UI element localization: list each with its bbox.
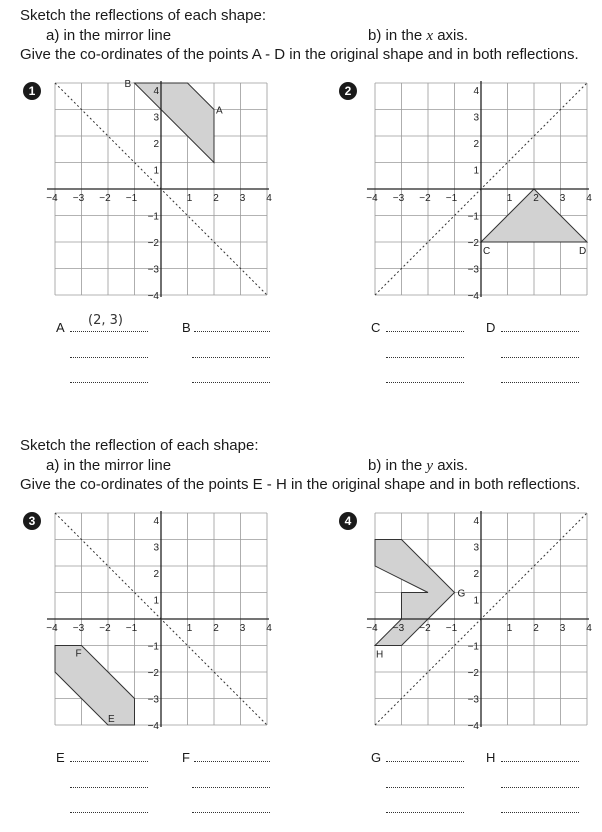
y-tick-label: −4 (147, 291, 159, 302)
y-tick-label: 3 (473, 542, 479, 554)
x-tick-label: −3 (72, 193, 85, 204)
point-label-c: C (483, 246, 491, 257)
point-label-f: F (75, 648, 82, 660)
y-tick-label: −3 (147, 694, 159, 706)
y-tick-label: 1 (153, 165, 159, 177)
x-tick-label: 4 (266, 193, 272, 204)
x-tick-label: −1 (445, 623, 458, 634)
point-label-b: B (124, 79, 132, 90)
x-tick-label: 1 (186, 193, 193, 204)
problem-badge-1: 1 (23, 82, 41, 100)
x-tick-label: −3 (392, 623, 405, 634)
y-tick-label: −3 (467, 264, 479, 276)
x-tick-label: 2 (533, 193, 539, 204)
part-b-prefix: b) in the (368, 27, 427, 44)
point-label-g: G (457, 588, 466, 600)
answer-line-f[interactable] (194, 761, 270, 762)
y-tick-label: 4 (153, 516, 159, 527)
answer-label-e: E (56, 750, 65, 765)
x-tick-label: 1 (506, 623, 513, 634)
coordinate-grid-1 (46, 79, 272, 302)
answer-label-h: H (486, 750, 496, 765)
answer-label-f: F (182, 750, 190, 765)
coordinate-grid-2 (366, 84, 592, 302)
answer-line-c3[interactable] (386, 382, 464, 383)
part-b-prefix: b) in the (368, 457, 427, 474)
x-tick-label: −4 (46, 193, 58, 204)
part-b-suffix: axis. (433, 27, 469, 44)
answer-line-b2[interactable] (192, 357, 270, 358)
y-tick-label: −1 (147, 211, 159, 223)
y-tick-label: −4 (467, 721, 479, 732)
x-tick-label: 2 (213, 623, 219, 634)
y-tick-label: 3 (473, 112, 479, 124)
x-tick-label: −4 (366, 193, 378, 204)
y-tick-label: 1 (473, 595, 479, 607)
shape-polygon (55, 646, 135, 726)
x-tick-label: −2 (99, 193, 111, 204)
answer-line-f3[interactable] (192, 812, 270, 813)
section2-title: Sketch the reflection of each shape: (20, 437, 259, 454)
y-tick-label: −1 (147, 641, 159, 653)
shape-polygon (135, 83, 215, 163)
answer-line-h3[interactable] (501, 812, 579, 813)
x-tick-label: 3 (239, 623, 246, 634)
y-tick-label: 4 (473, 86, 479, 97)
y-tick-label: −2 (467, 668, 479, 679)
answer-line-b[interactable] (194, 331, 270, 332)
x-tick-label: −3 (392, 193, 405, 204)
answer-line-d[interactable] (501, 331, 579, 332)
x-tick-label: −2 (99, 623, 111, 634)
coordinate-grid-3 (46, 514, 272, 732)
answer-line-g[interactable] (386, 761, 464, 762)
x-tick-label: 4 (586, 193, 592, 204)
answer-label-b: B (182, 320, 191, 335)
point-label-d: D (579, 246, 587, 257)
answer-line-e2[interactable] (70, 787, 148, 788)
y-tick-label: 4 (153, 86, 159, 97)
y-tick-label: 2 (473, 139, 479, 150)
answer-label-c: C (371, 320, 381, 335)
answer-line-g2[interactable] (386, 787, 464, 788)
y-tick-label: −2 (147, 668, 159, 679)
x-tick-label: −1 (445, 193, 458, 204)
x-tick-label: 4 (266, 623, 272, 634)
answer-line-c[interactable] (386, 331, 464, 332)
x-tick-label: 3 (239, 193, 246, 204)
x-tick-label: −4 (366, 623, 378, 634)
answer-label-g: G (371, 750, 382, 765)
section1-title: Sketch the reflections of each shape: (20, 7, 266, 24)
x-tick-label: −1 (125, 623, 138, 634)
answer-line-a[interactable] (70, 331, 148, 332)
y-tick-label: −1 (467, 641, 479, 653)
x-tick-label: −3 (72, 623, 85, 634)
y-tick-label: 1 (473, 165, 479, 177)
section1-part-a: a) in the mirror line (46, 27, 172, 44)
x-tick-label: −2 (419, 623, 431, 634)
problem-badge-4: 4 (339, 512, 357, 530)
answer-line-e3[interactable] (70, 812, 148, 813)
answer-line-a3[interactable] (70, 382, 148, 383)
y-tick-label: −4 (467, 291, 479, 302)
y-tick-label: −2 (147, 238, 159, 249)
answer-line-e[interactable] (70, 761, 148, 762)
answer-line-d2[interactable] (501, 357, 579, 358)
answer-value-a: (2, 3) (88, 313, 123, 328)
y-tick-label: −3 (467, 694, 479, 706)
section2-part-a: a) in the mirror line (46, 457, 172, 474)
section1-part-b (368, 27, 468, 45)
axis-variable: x (426, 28, 434, 44)
coordinate-grid-4 (366, 514, 592, 732)
y-tick-label: 2 (153, 139, 159, 150)
point-label-e: E (108, 714, 115, 725)
x-tick-label: 2 (213, 193, 219, 204)
y-tick-label: −3 (147, 264, 159, 276)
answer-line-c2[interactable] (386, 357, 464, 358)
y-tick-label: 3 (153, 542, 159, 554)
section2-part-b (368, 457, 468, 475)
answer-line-g3[interactable] (386, 812, 464, 813)
y-tick-label: 1 (153, 595, 159, 607)
answer-label-a: A (56, 320, 65, 335)
answer-line-h[interactable] (501, 761, 579, 762)
x-tick-label: −2 (419, 193, 431, 204)
part-b-suffix: axis. (433, 457, 469, 474)
answer-line-a2[interactable] (70, 357, 148, 358)
answer-line-d3[interactable] (501, 382, 579, 383)
x-tick-label: 4 (586, 623, 592, 634)
axis-variable: y (426, 458, 434, 474)
x-tick-label: 1 (506, 193, 513, 204)
y-tick-label: 2 (473, 569, 479, 580)
y-tick-label: 4 (473, 516, 479, 527)
answer-label-d: D (486, 320, 496, 335)
x-tick-label: 3 (559, 623, 566, 634)
y-tick-label: 2 (153, 569, 159, 580)
y-tick-label: −1 (467, 211, 479, 223)
problem-badge-2: 2 (339, 82, 357, 100)
y-tick-label: −4 (147, 721, 159, 732)
x-tick-label: 1 (186, 623, 193, 634)
x-tick-label: −4 (46, 623, 58, 634)
x-tick-label: −1 (125, 193, 138, 204)
x-tick-label: 2 (533, 623, 539, 634)
problem-badge-3: 3 (23, 512, 41, 530)
point-label-a: A (216, 105, 223, 117)
section1-instruction: Give the co-ordinates of the points A - D in the original shape and in both reflections. (20, 46, 579, 63)
y-tick-label: −2 (467, 238, 479, 249)
point-label-h: H (376, 649, 384, 661)
answer-line-h2[interactable] (501, 787, 579, 788)
section2-instruction: Give the co-ordinates of the points E - H in the original shape and in both reflections. (20, 476, 581, 493)
x-tick-label: 3 (559, 193, 566, 204)
y-tick-label: 3 (153, 112, 159, 124)
answer-line-b3[interactable] (192, 382, 270, 383)
answer-line-f2[interactable] (192, 787, 270, 788)
